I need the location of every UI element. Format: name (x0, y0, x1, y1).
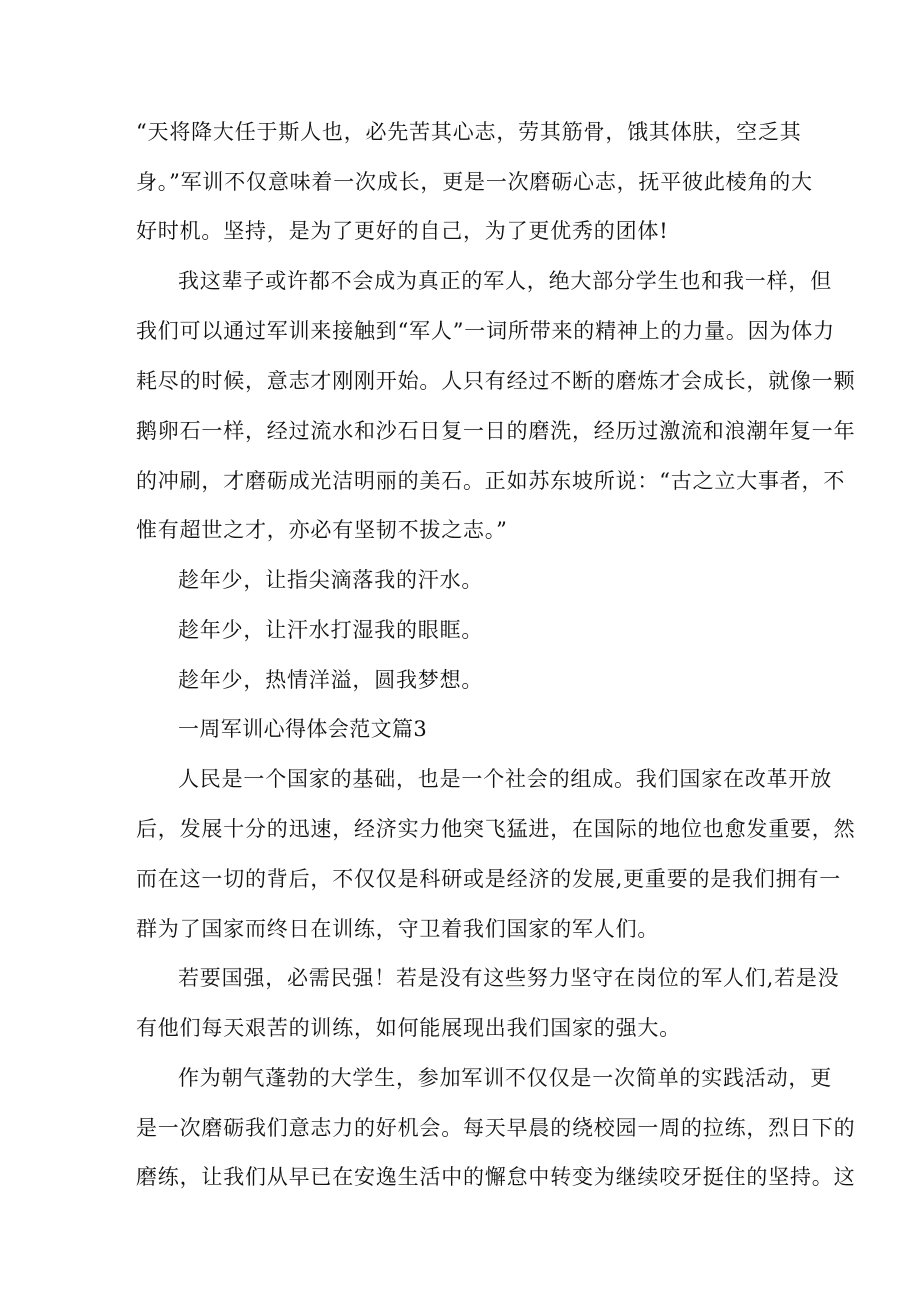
paragraph-4-line-2: 有他们每天艰苦的训练，如何能展现出我们国家的强大。 (136, 1016, 681, 1040)
paragraph-2-line-1: 我这辈子或许都不会成为真正的军人，绝大部分学生也和我一样，但 (178, 269, 832, 293)
paragraph-1-line-2: 身。”军训不仅意味着一次成长，更是一次磨砺心志，抚平彼此棱角的大 (136, 170, 813, 194)
paragraph-1-line-3: 好时机。坚持，是为了更好的自己，为了更优秀的团体! (136, 219, 669, 243)
verse-line-1: 趁年少，让指尖滴落我的汗水。 (178, 568, 484, 592)
paragraph-2-line-6: 惟有超世之才，亦必有坚韧不拔之志。” (136, 518, 508, 542)
paragraph-2-line-3: 耗尽的时候，意志才刚刚开始。人只有经过不断的磨炼才会成长，就像一颗 (136, 369, 856, 393)
paragraph-2-line-2: 我们可以通过军训来接触到“军人”一词所带来的精神上的力量。因为体力 (136, 319, 835, 343)
verse-line-2: 趁年少，让汗水打湿我的眼眶。 (178, 618, 484, 642)
paragraph-3-line-3: 而在这一切的背后，不仅仅是科研或是经济的发展,更重要的是我们拥有一 (136, 867, 842, 891)
paragraph-2-line-5: 的冲刷，才磨砺成光洁明丽的美石。正如苏东坡所说：“古之立大事者，不 (136, 469, 846, 493)
paragraph-5-line-2: 是一次磨砺我们意志力的好机会。每天早晨的绕校园一周的拉练，烈日下的 (136, 1116, 856, 1140)
paragraph-3-line-4: 群为了国家而终日在训练，守卫着我们国家的军人们。 (136, 917, 660, 941)
paragraph-3-line-2: 后，发展十分的迅速，经济实力他突飞猛进，在国际的地位也愈发重要，然 (136, 817, 856, 841)
paragraph-4-line-1: 若要国强，必需民强！若是没有这些努力坚守在岗位的军人们,若是没 (178, 966, 840, 990)
paragraph-2-line-4: 鹅卵石一样，经过流水和沙石日复一日的磨洗，经历过激流和浪潮年复一年 (136, 419, 856, 443)
paragraph-3-line-1: 人民是一个国家的基础，也是一个社会的组成。我们国家在改革开放 (178, 767, 832, 791)
paragraph-5-line-3: 磨练，让我们从早已在安逸生活中的懈怠中转变为继续咬牙挺住的坚持。这 (136, 1165, 856, 1189)
paragraph-5-line-1: 作为朝气蓬勃的大学生，参加军训不仅仅是一次简单的实践活动，更 (178, 1066, 832, 1090)
section-heading: 一周军训心得体会范文篇3 (178, 717, 428, 741)
verse-line-3: 趁年少，热情洋溢，圆我梦想。 (178, 668, 484, 692)
paragraph-1-line-1: “天将降大任于斯人也，必先苦其心志，劳其筋骨，饿其体肤，空乏其 (136, 120, 802, 144)
